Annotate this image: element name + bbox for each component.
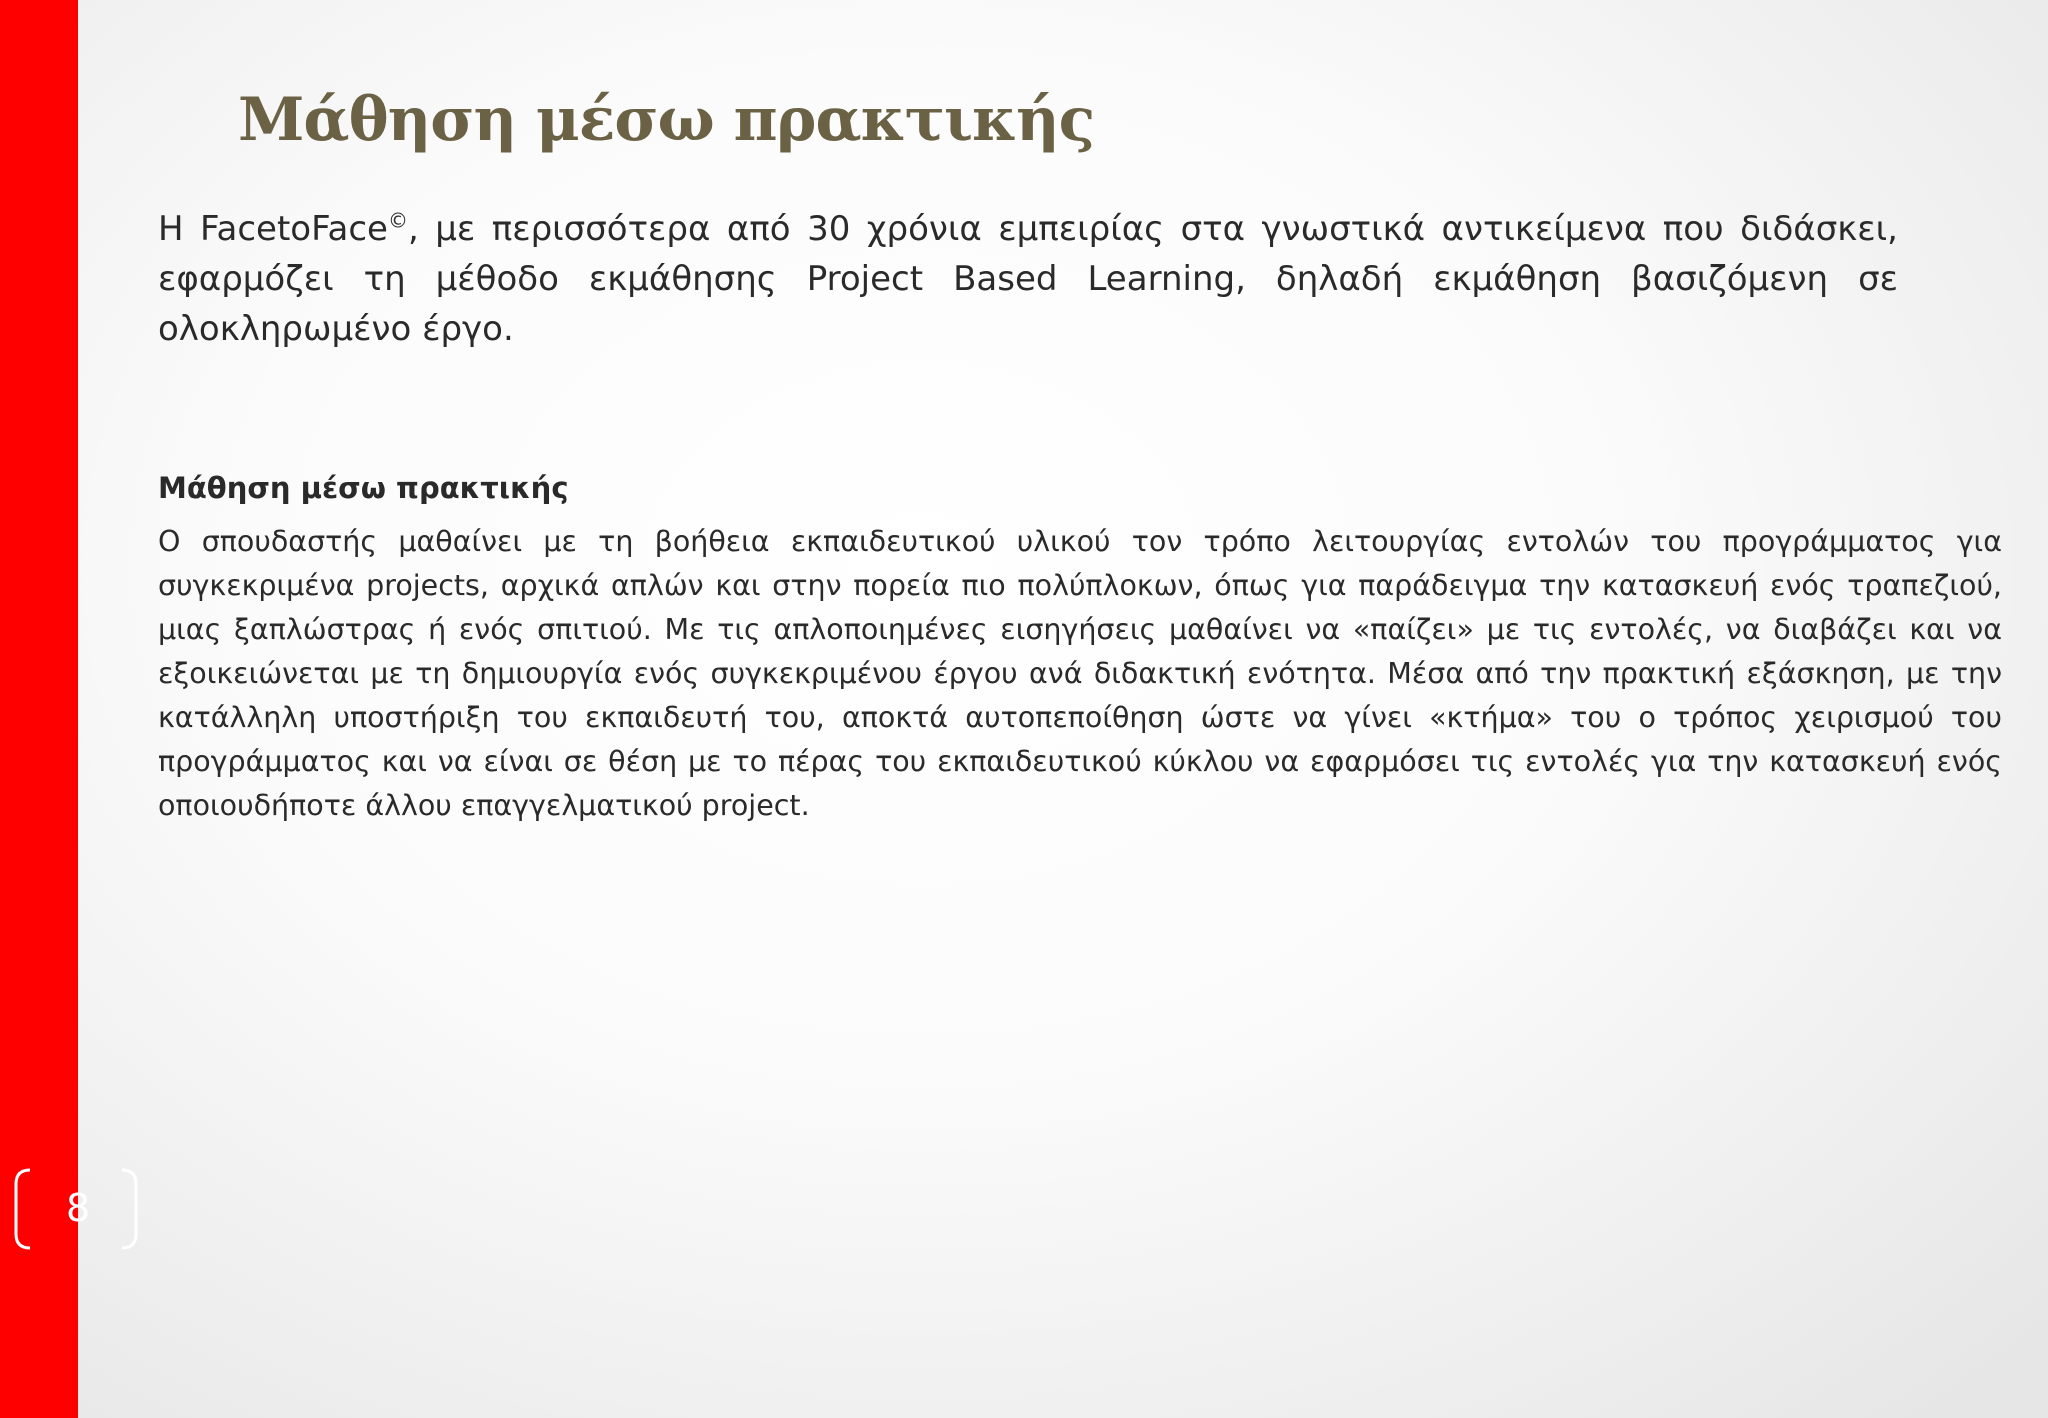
section-heading: Μάθηση μέσω πρακτικής (158, 471, 569, 505)
page-number-indicator (12, 1168, 140, 1250)
copyright-mark: © (387, 208, 408, 233)
intro-text: , με περισσότερα από 30 χρόνια εμπειρίας στα γνωστικά αντικείμενα που διδάσκει, εφαρμόζει τη μέθοδο εκμάθησης Project Based Learning, δηλαδή εκμάθηση βασιζόμενη σε ολοκληρωμένο έργο. (158, 209, 1898, 349)
page-number: 8 (66, 1186, 91, 1230)
intro-company-name: Η FacetoFace (158, 209, 388, 249)
slide-title: Μάθηση μέσω πρακτικής (238, 85, 1095, 155)
section-body: Ο σπουδαστής μαθαίνει με τη βοήθεια εκπαιδευτικού υλικού τον τρόπο λειτουργίας εντολών του προγράμματος για συγκεκριμένα projects, αρχικά απλών και στην πορεία πιο πολύπλοκων, όπως για παράδειγμα την κατασκευή ενός τραπεζιού, μιας ξαπλώστρας ή ενός σπιτιού. Με τις απλοποιημένες εισηγήσεις μαθαίνει να «παίζει» με τις εντολές, να διαβάζει και να εξοικειώνεται με τη δημιουργία ενός συγκεκριμένου έργου ανά διδακτική ενότητα. Μέσα από την πρακτική εξάσκηση, με την κατάλληλη υποστήριξη του εκπαιδευτή του, αποκτά αυτοπεποίθηση ώστε να γίνει «κτήμα» του ο τρόπος χειρισμού του προγράμματος και να είναι σε θέση με το πέρας του εκπαιδευτικού κύκλου να εφαρμόσει τις εντολές για την κατασκευή ενός οποιουδήποτε άλλου επαγγελματικού project. (158, 525, 2002, 822)
intro-paragraph (158, 204, 1898, 354)
